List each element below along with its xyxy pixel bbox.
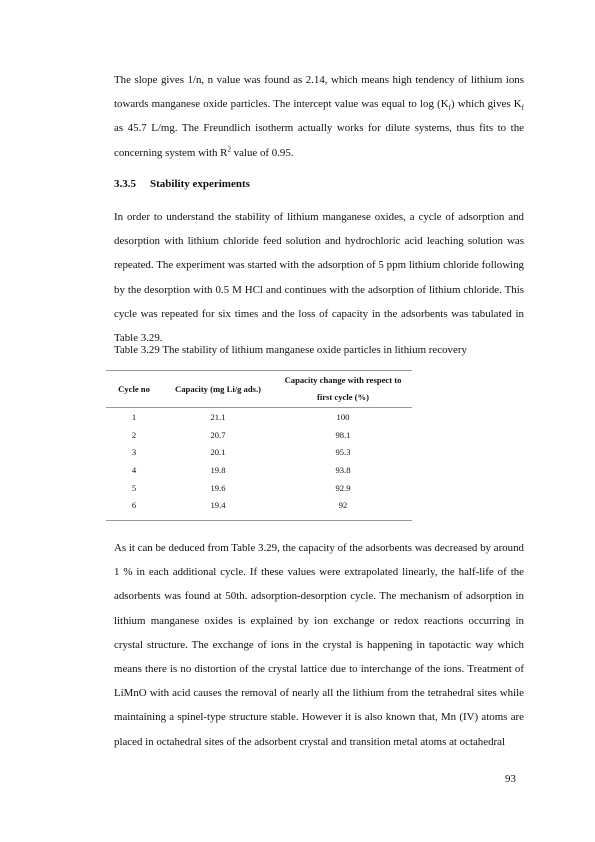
stability-table xyxy=(106,370,412,521)
table-row xyxy=(106,408,412,426)
section-number: 3.3.5 xyxy=(114,178,136,190)
section-heading xyxy=(114,178,250,190)
paragraph-freundlich: The slope gives 1/n, n value was found as 2.14, which means high tendency of lithium ions towards manganese oxide particles. The intercept value was equal to $\log (K_f)$ which gives $K_f$ as 45.7 L/mg. The Freundlich isotherm actually works for dilute systems, thus fits to the concerning system with $R^2$ value of 0.95. xyxy=(114,74,525,159)
table-row xyxy=(106,496,412,520)
header-cycle-no: Cycle no xyxy=(106,371,162,408)
cell-cycle: 1 xyxy=(131,411,137,422)
table-row xyxy=(106,443,412,461)
cell-capacity: 19.6 xyxy=(210,482,226,493)
cell-capacity: 19.4 xyxy=(162,496,274,520)
table-row xyxy=(106,461,412,479)
cell-capacity: 20.1 xyxy=(210,447,226,458)
cell-change: 100 xyxy=(336,411,350,422)
cell-capacity: 21.1 xyxy=(210,411,226,422)
cell-capacity: 20.7 xyxy=(210,429,226,440)
table-row xyxy=(106,479,412,497)
cell-cycle: 4 xyxy=(131,464,137,475)
cell-change: 98.1 xyxy=(335,429,351,440)
page-number: 93 xyxy=(505,773,516,785)
cell-change: 93.8 xyxy=(335,464,351,475)
section-title: Stability experiments xyxy=(150,178,250,190)
cell-capacity: 19.8 xyxy=(210,464,226,475)
cell-cycle: 2 xyxy=(131,429,137,440)
cell-change: 92.9 xyxy=(335,482,351,493)
paragraph-stability: In order to understand the stability of lithium manganese oxides, a cycle of adsorption and desorption with lithium chloride feed solution and hydrochloric acid leaching solution was repeated. The experiment was started with the adsorption of 5 ppm lithium chloride following by the desorption with 0.5 M HCl and continues with the adsorption of lithium chloride. This cycle was repeated for six times and the loss of capacity in the adsorbents was tabulated in Table 3.29. xyxy=(114,211,524,345)
table-header-row xyxy=(106,371,412,408)
cell-change: 92 xyxy=(274,496,412,520)
cell-cycle: 3 xyxy=(131,447,137,458)
table-caption: Table 3.29 The stability of lithium manganese oxide particles in lithium recovery xyxy=(114,344,467,356)
cell-cycle: 5 xyxy=(131,482,137,493)
cell-change: 95.3 xyxy=(335,447,351,458)
paragraph-mechanism: As it can be deduced from Table 3.29, the capacity of the adsorbents was decreased by around 1 % in each additional cycle. If these values were extrapolated linearly, the half-life of the adsorbents was found at 50th. adsorption-desorption cycle. The mechanism of adsorption in lithium manganese oxides is explained by ion exchange or redox reactions occurring in crystal structure. The exchange of ions in the crystal is happening in tapotactic way which means there is no distortion of the crystal lattice due to interchange of the ions. Treatment of LiMnO with acid causes the removal of nearly all the lithium from the tetrahedral sites while maintaining a spinel-type structure stable. However it is also known that, Mn (IV) atoms are placed in octahedral sites of the adsorbent crystal and transition metal atoms at octahedral xyxy=(114,542,524,748)
table-row xyxy=(106,426,412,444)
header-capacity: Capacity (mg Li/g ads.) xyxy=(162,371,274,408)
header-capacity-change: Capacity change with respect to first cycle (%) xyxy=(274,371,412,408)
cell-cycle: 6 xyxy=(106,496,162,520)
